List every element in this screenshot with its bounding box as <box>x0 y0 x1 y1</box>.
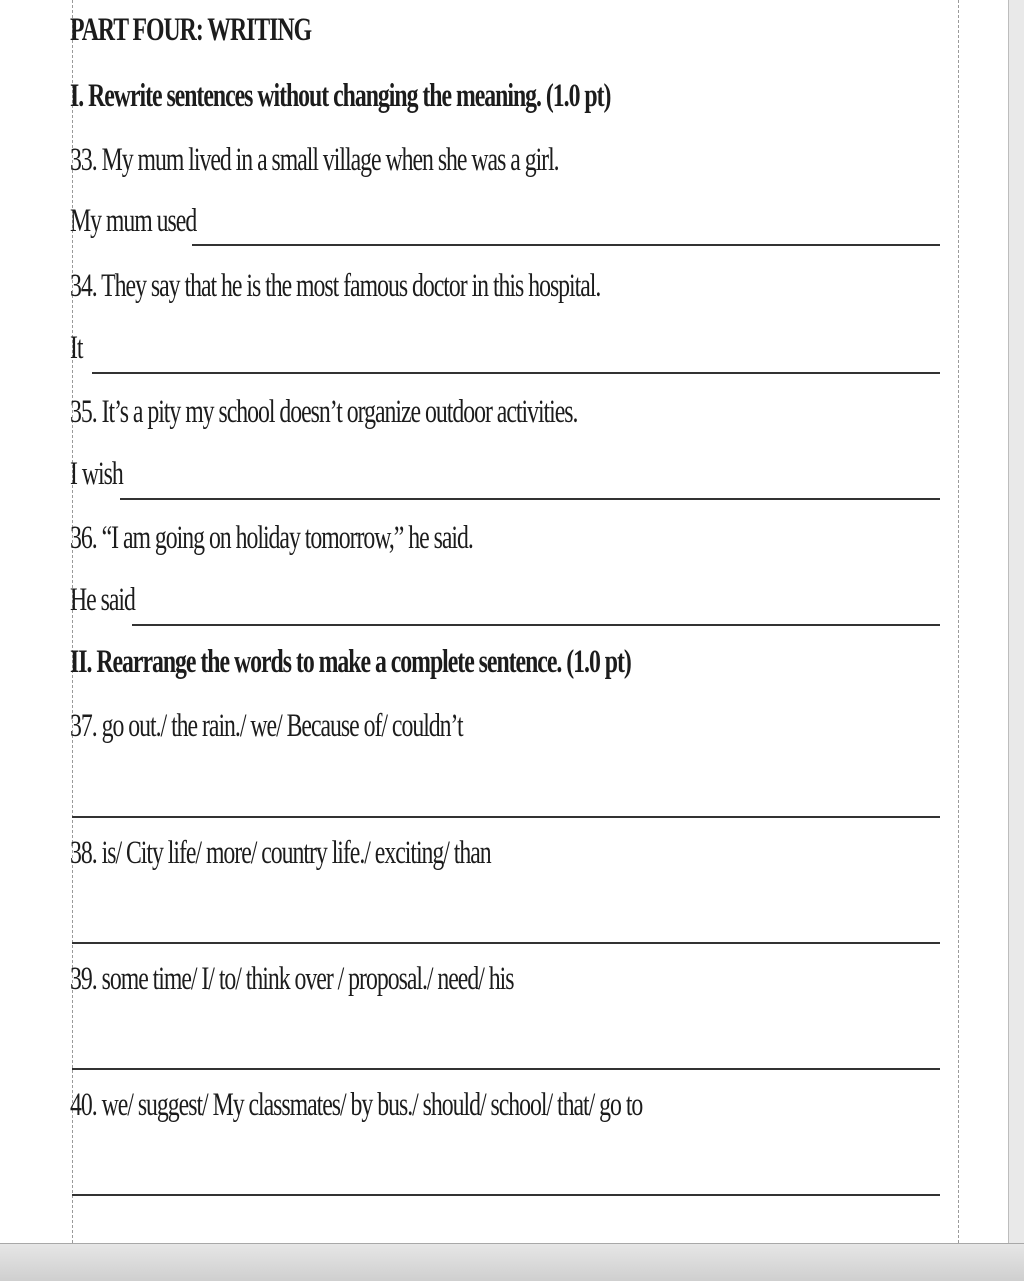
question-40: 40. we/ suggest/ My classmates/ by bus./ should/ school/ that/ go to <box>70 1087 643 1123</box>
answer-line-39[interactable] <box>72 1068 940 1070</box>
answer-line-33[interactable] <box>192 244 940 246</box>
answer-line-38[interactable] <box>72 942 940 944</box>
question-34-prompt: It <box>70 330 83 366</box>
answer-line-37[interactable] <box>72 816 940 818</box>
answer-line-36[interactable] <box>132 624 940 626</box>
answer-line-40[interactable] <box>72 1194 940 1196</box>
question-36-prompt: He said <box>70 582 135 618</box>
question-39: 39. some time/ I/ to/ think over / proposal./ need/ his <box>70 961 514 997</box>
question-35-prompt: I wish <box>70 456 123 492</box>
part-title: PART FOUR: WRITING <box>70 12 312 48</box>
section-1-heading: I. Rewrite sentences without changing the meaning. (1.0 pt) <box>70 78 611 114</box>
question-35: 35. It’s a pity my school doesn’t organize outdoor activities. <box>70 394 578 430</box>
question-38: 38. is/ City life/ more/ country life./ exciting/ than <box>70 835 491 871</box>
status-bar <box>0 1243 1024 1281</box>
left-margin-guide <box>72 0 73 1243</box>
right-margin-guide <box>958 0 959 1243</box>
answer-line-35[interactable] <box>120 498 940 500</box>
question-34: 34. They say that he is the most famous doctor in this hospital. <box>70 268 601 304</box>
question-37: 37. go out./ the rain./ we/ Because of/ couldn’t <box>70 708 463 744</box>
question-33-prompt: My mum used <box>70 203 197 239</box>
question-33: 33. My mum lived in a small village when she was a girl. <box>70 142 559 178</box>
section-2-heading: II. Rearrange the words to make a complete sentence. (1.0 pt) <box>70 644 631 680</box>
answer-line-34[interactable] <box>92 372 940 374</box>
right-scroll-gutter[interactable] <box>1008 0 1024 1243</box>
question-36: 36. “I am going on holiday tomorrow,” he said. <box>70 520 473 556</box>
